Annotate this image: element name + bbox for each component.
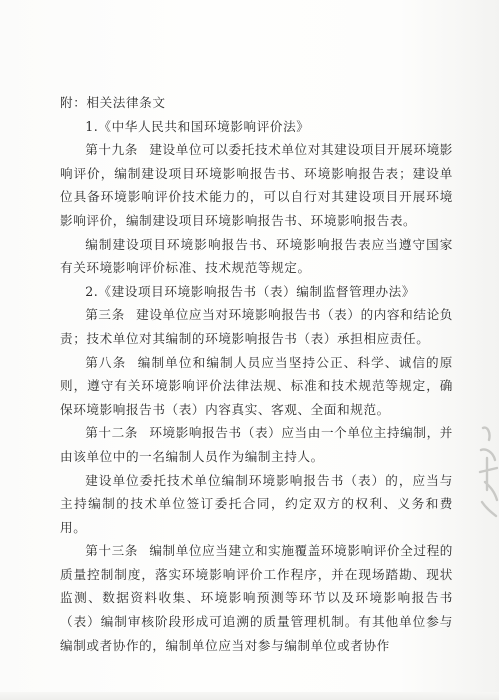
section-title-eia-law: 1.《中华人民共和国环境影响评价法》: [85, 118, 310, 134]
paragraph-article-12: [60, 421, 453, 468]
article-number: 第十三条: [85, 543, 138, 559]
article-number: 第三条: [85, 307, 125, 323]
article-text: 建设单位委托技术单位编制环境影响报告书（表）的，应当与主持编制的技术单位签订委托合同，约定双方的权利、义务和费用。: [60, 472, 453, 535]
paragraph-article-19: [60, 138, 453, 232]
article-text: 编制建设项目环境影响报告书、环境影响报告表应当遵守国家有关环境影响评价标准、技术规范等规定。: [60, 236, 453, 276]
law-excerpt-body: [60, 91, 453, 657]
article-text: 编制单位和编制人员应当坚持公正、科学、诚信的原则，遵守有关环境影响评价法律法规、标准和技术规范等规定，确保环境影响报告书（表）内容真实、客观、全面和规范。: [60, 354, 453, 417]
article-number: 第八条: [85, 354, 127, 370]
article-number: 第十二条: [85, 425, 138, 441]
article-text: 建设单位可以委托技术单位对其建设项目开展环境影响评价，编制建设项目环境影响报告书、环境影响报告表；建设单位具备环境影响评价技术能力的，可以自行对其建设项目开展环境影响评价，编制建设项目环境影响报告书、环境影响报告表。: [60, 142, 453, 228]
page-bottom-edge: [0, 692, 499, 700]
article-number: 第十九条: [85, 142, 138, 158]
paragraph-article-8: [60, 351, 453, 422]
paragraph-article-3: [60, 303, 453, 350]
paragraph-article-12-cont: [60, 469, 453, 540]
article-text: 建设单位应当对环境影响报告书（表）的内容和结论负责；技术单位对其编制的环境影响报告书（表）承担相应责任。: [60, 307, 453, 346]
ink-bleed-through-mark: [477, 420, 499, 530]
article-text: 环境影响报告书（表）应当由一个单位主持编制，并由该单位中的一名编制人员作为编制主持人。: [60, 425, 453, 464]
paragraph-article-13: [60, 539, 453, 657]
section-title-supervision-measures: 2.《建设项目环境影响报告书（表）编制监督管理办法》: [85, 283, 416, 299]
article-text: 编制单位应当建立和实施覆盖环境影响评价全过程的质量控制制度，落实环境影响评价工作程序，并在现场踏勘、现状监测、数据资料收集、环境影响预测等环节以及环境影响报告书（表）编制审核阶段形成可追溯的质量管理机制。有其他单位参与编制或者协作的，编制单位应当对参与编制单位或者协作: [60, 543, 453, 653]
appendix-heading: 附：相关法律条文: [60, 95, 166, 110]
paragraph-article-19-cont: [60, 233, 453, 280]
